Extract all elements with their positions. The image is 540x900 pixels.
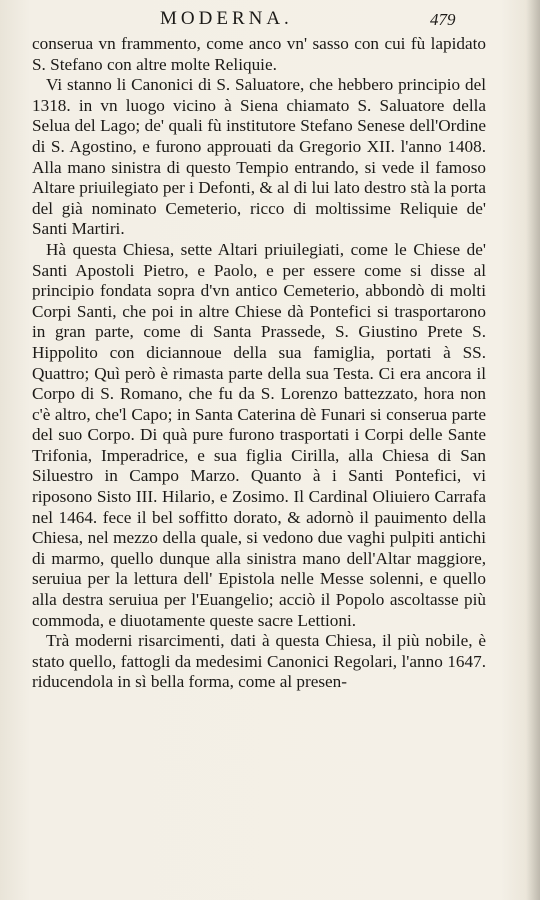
- paragraph-risarcimenti: Trà moderni risarcimenti, dati à questa Chiesa, il più nobile, è stato quello, fattogli da medesimi Canonici Regolari, l'anno 1647. riducendola in sì bella forma, come al presen-: [32, 631, 486, 692]
- paragraph-continuation: conserua vn frammento, come anco vn' sasso con cui fù lapidato S. Stefano con altre molte Reliquie.: [32, 34, 486, 74]
- page-gutter-shadow: [526, 0, 540, 900]
- running-title: MODERNA.: [160, 8, 293, 29]
- body-text: [32, 34, 486, 693]
- page-number: 479: [430, 10, 456, 29]
- paragraph-altari: Hà questa Chiesa, sette Altari priuilegiati, come le Chiese de' Santi Apostoli Pietro, e Paolo, e per essere come si disse al principio fondata sopra d'vn antico Cemeterio, abbondò di molti Corpi Santi, che poi in altre Chiese dà Pontefici si trasportarono in gran parte, come di Santa Prassede, S. Giustino Prete S. Hippolito con diciannoue della sua famiglia, portati à SS. Quattro; Quì però è rimasta parte della sua Testa. Ci era ancora il Corpo di S. Romano, che fu da S. Lorenzo battezzato, hora non c'è altro, che'l Capo; in Santa Caterina dè Funari si conserua parte del suo Corpo. Di quà pure furono trasportati i Corpi delle Sante Trifonia, Imperadrice, e sua figlia Cirilla, alla Chiesa di San Siluestro in Campo Marzo. Quanto à i Santi Pontefici, vi riposono Sisto III. Hilario, e Zosimo. Il Cardinal Oliuiero Carrafa nel 1464. fece il bel soffitto dorato, & adornò il pauimento della Chiesa, nel mezzo della quale, si vedono due vaghi pulpiti antichi di marmo, quello dunque alla sinistra mano dell'Altar maggiore, seruiua per la lettura dell' Epistola nelle Messe solenni, e quello alla destra seruiua per l'Euangelio; acciò il Popolo ascoltasse più commoda, e diuotamente queste sacre Lettioni.: [32, 239, 486, 630]
- paragraph-canonici: Vi stanno li Canonici di S. Saluatore, che hebbero principio del 1318. in vn luogo vicino à Siena chiamato S. Saluatore della Selua del Lago; de' quali fù institutore Stefano Senese dell'Ordine di S. Agostino, e furono approuati da Gregorio XII. l'anno 1408. Alla mano sinistra di questo Tempio entrando, si vede il famoso Altare priuilegiato per i Defonti, & al di lui lato destro stà la porta del già nominato Cemeterio, ricco di moltissime Reliquie de' Santi Martiri.: [32, 75, 486, 239]
- running-head: [0, 8, 540, 34]
